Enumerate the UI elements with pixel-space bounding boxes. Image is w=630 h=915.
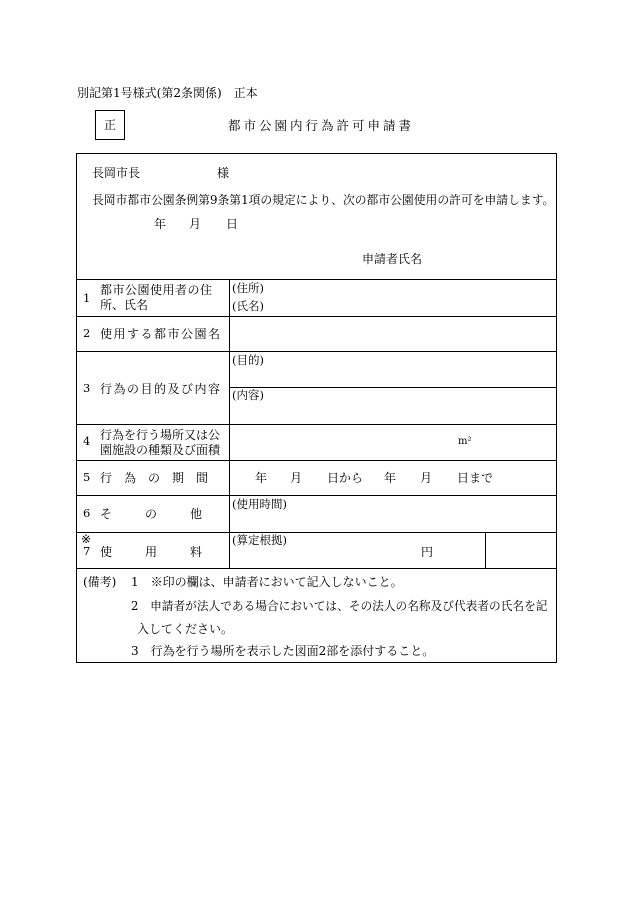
- row-label: 行 為 の 期 間: [100, 471, 209, 485]
- row-divider: [77, 279, 556, 280]
- addressee: 長岡市長: [92, 166, 141, 180]
- row-label: 都市公園使用者の住: [100, 283, 213, 297]
- row-label: 行為を行う場所又は公: [100, 428, 221, 442]
- row-label: そ の 他: [100, 507, 206, 521]
- row-label: 行為の目的及び内容: [100, 382, 222, 396]
- row-label: 所、氏名: [100, 298, 149, 312]
- content-field-label: (内容): [232, 388, 264, 402]
- usage-time-field-label: (使用時間): [232, 497, 287, 511]
- name-field-label: (氏名): [232, 299, 264, 313]
- period-from-month: 月: [290, 471, 303, 485]
- office-use-mark: ※: [81, 532, 92, 546]
- row-label: 使用する都市公園名: [100, 327, 222, 341]
- seal-character: 正: [103, 118, 116, 132]
- row-divider: [77, 495, 556, 496]
- row-divider: [77, 424, 556, 425]
- date-year: 年: [154, 217, 167, 231]
- row-number: 1: [83, 291, 91, 305]
- note-2-continued: 入してください。: [137, 622, 234, 636]
- column-divider: [229, 532, 230, 568]
- honorific: 様: [217, 166, 230, 180]
- row-label: 使 用 料: [100, 545, 206, 559]
- page-title: 都市公園内行為許可申請書: [228, 118, 415, 133]
- row-divider: [77, 316, 556, 317]
- row-number: 3: [83, 381, 91, 395]
- row-divider: [77, 351, 556, 352]
- row-number: 6: [83, 506, 91, 520]
- date-day: 日: [226, 217, 239, 231]
- period-to-month: 月: [420, 471, 433, 485]
- row-divider: [77, 460, 556, 461]
- application-statement: 長岡市都市公園条例第9条第1項の規定により、次の都市公園使用の許可を申請します。: [92, 193, 555, 207]
- address-field-label: (住所): [232, 281, 264, 295]
- period-to-day: 日まで: [457, 471, 494, 485]
- fee-unit: 円: [421, 545, 434, 559]
- row-divider: [77, 568, 556, 569]
- date-month: 月: [189, 217, 202, 231]
- row-number: 7: [83, 544, 91, 558]
- note-3: 3 行為を行う場所を表示した図面2部を添付すること。: [131, 644, 435, 658]
- applicant-name-label: 申請者氏名: [362, 252, 423, 266]
- original-seal-box: [95, 110, 125, 140]
- row-number: 5: [83, 470, 91, 484]
- period-from-day: 日から: [327, 471, 364, 485]
- note-1: 1 ※印の欄は、申請者において記入しないこと。: [131, 575, 403, 589]
- period-to-year: 年: [384, 471, 397, 485]
- area-unit: m²: [458, 436, 472, 447]
- period-from-year: 年: [255, 471, 268, 485]
- note-2: 2 申請者が法人である場合においては、その法人の名称及び代表者の氏名を記: [131, 599, 548, 613]
- notes-heading: (備考): [83, 575, 117, 589]
- calculation-basis-field-label: (算定根拠): [232, 533, 287, 547]
- column-divider: [485, 532, 486, 568]
- purpose-field-label: (目的): [232, 353, 264, 367]
- form-reference: 別記第1号様式(第2条関係) 正本: [77, 86, 258, 100]
- row-number: 4: [83, 434, 91, 448]
- row-divider: [229, 387, 556, 388]
- column-divider: [229, 279, 230, 532]
- row-number: 2: [83, 326, 91, 340]
- row-label: 園施設の種類及び面積: [100, 443, 221, 457]
